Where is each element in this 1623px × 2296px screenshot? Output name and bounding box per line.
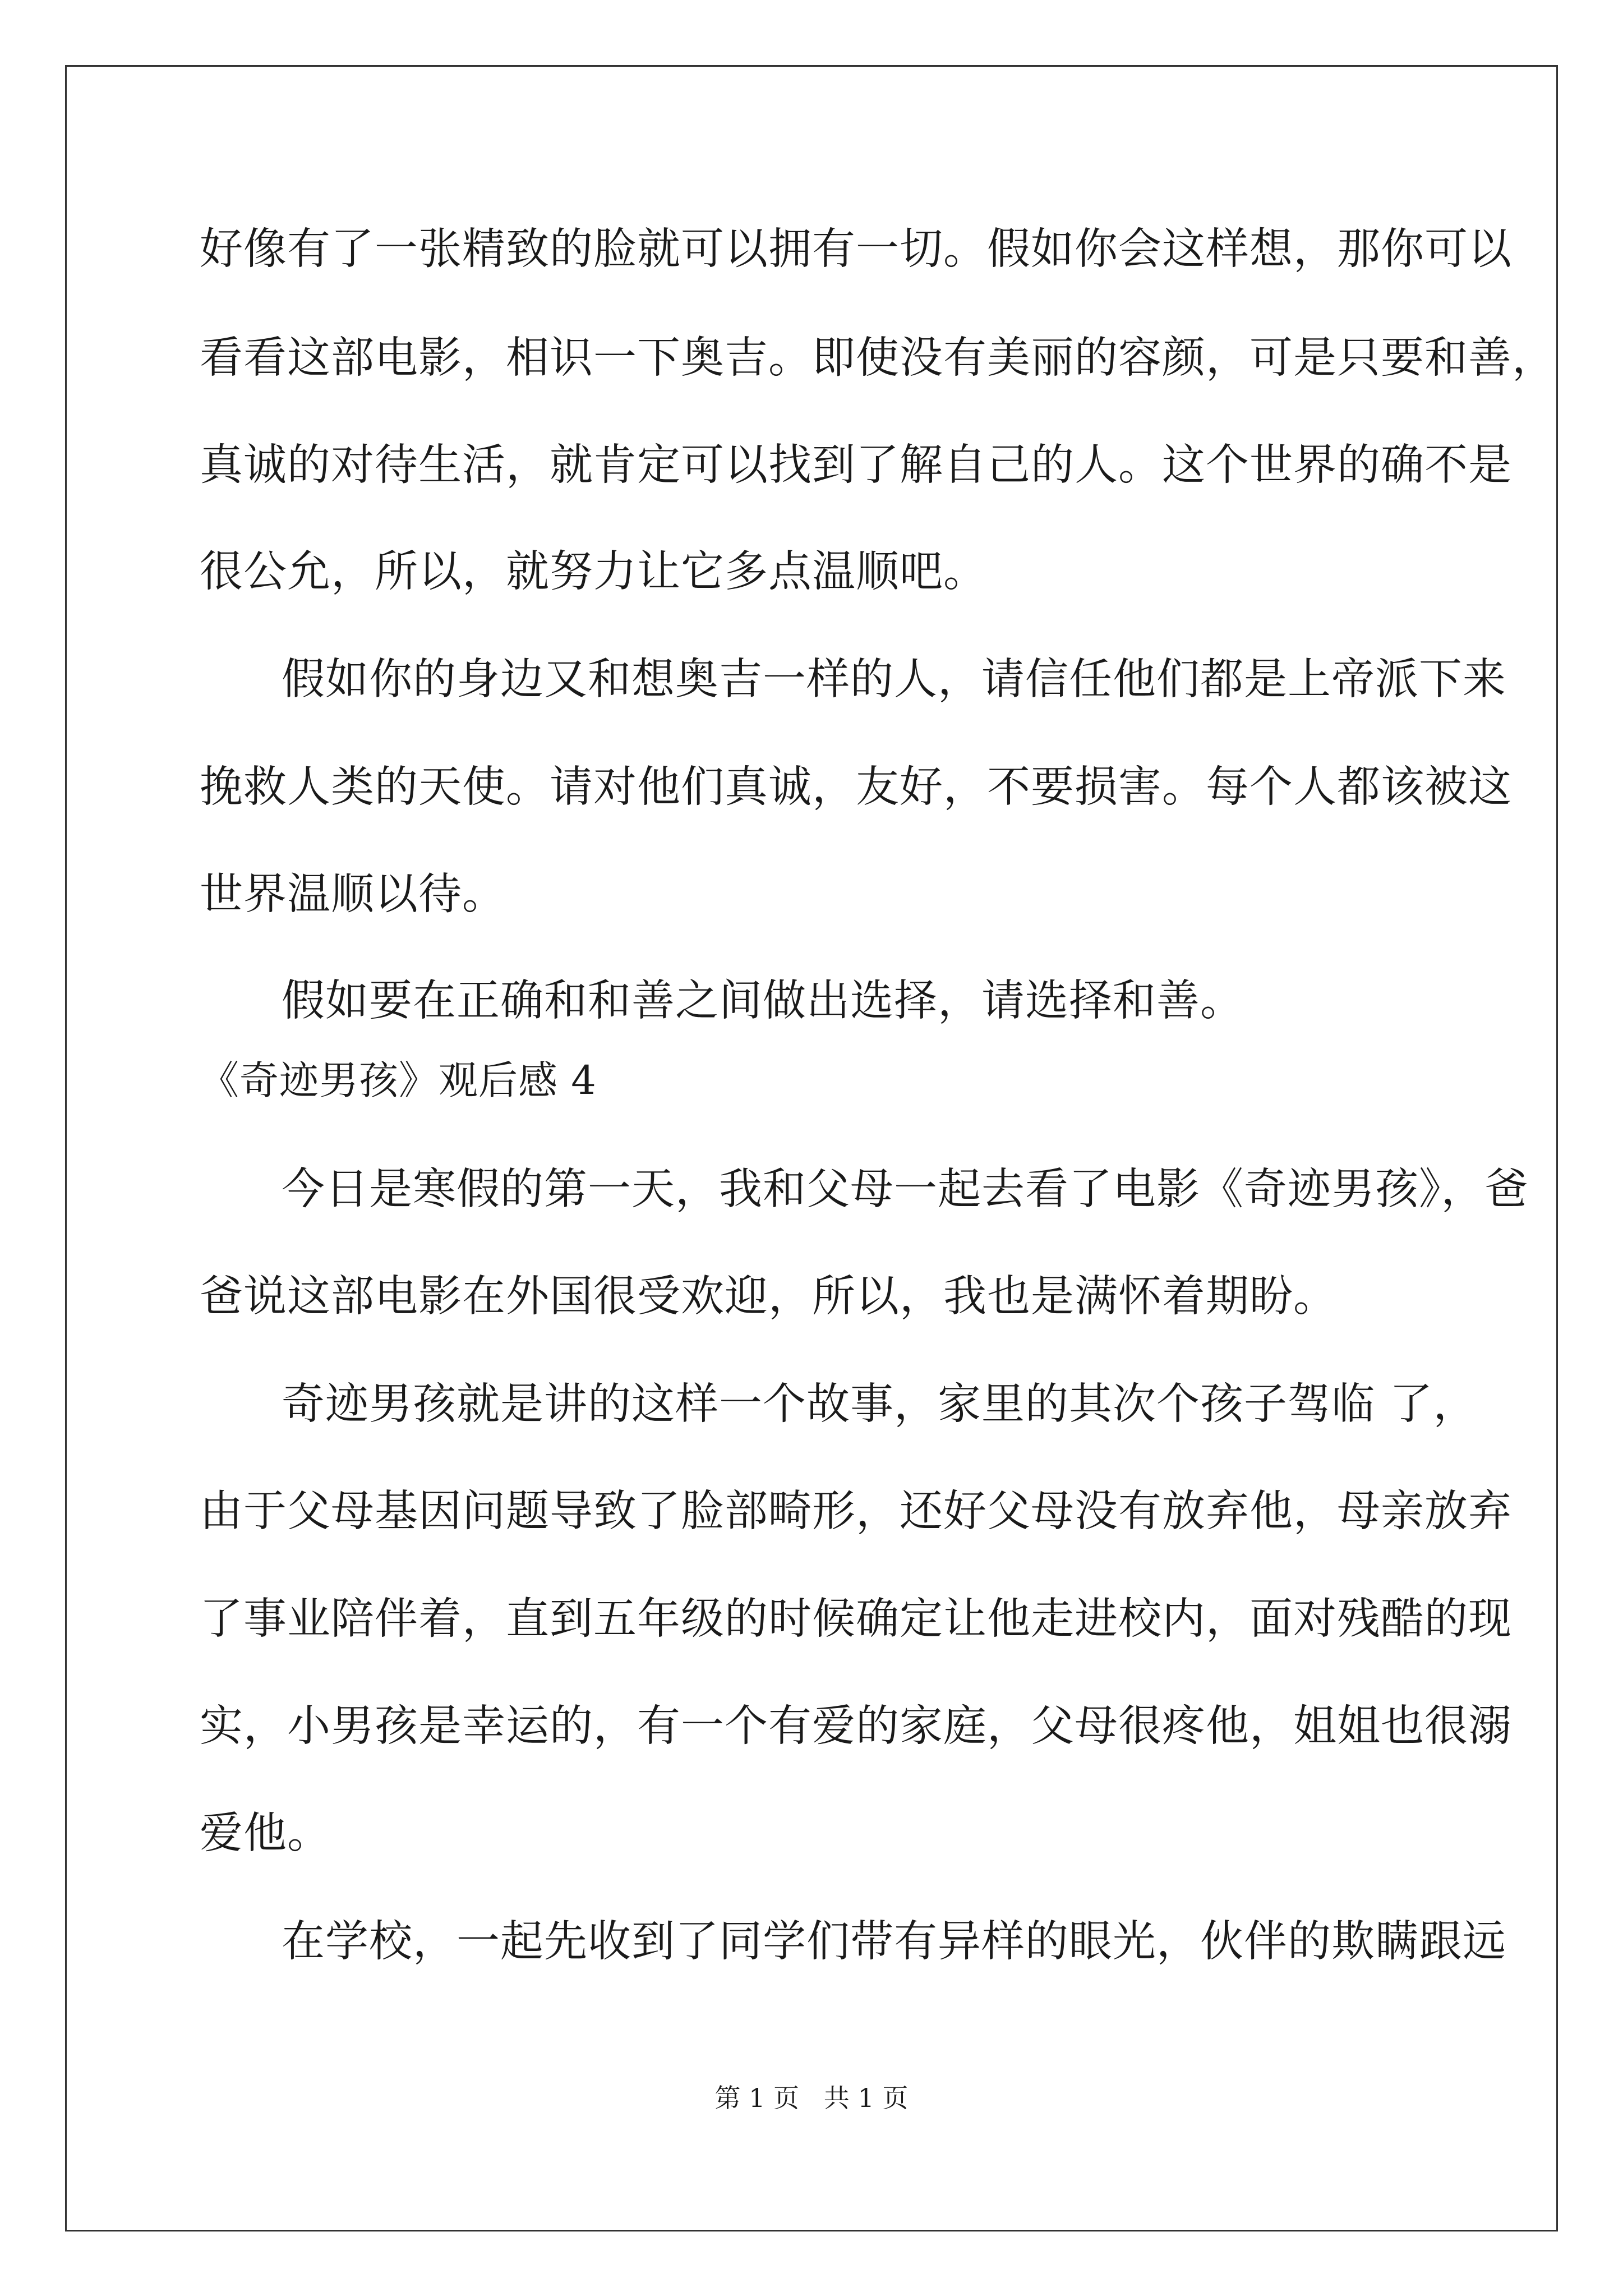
text-line: 假如你的身边又和想奥吉一样的人，请信任他们都是上帝派下来 xyxy=(282,655,1506,705)
text-line: 实，小男孩是幸运的，有一个有爱的家庭，父母很疼他，姐姐也很溺 xyxy=(200,1701,1512,1751)
text-line: 由于父母基因问题导致了脸部畸形，还好父母没有放弃他，母亲放弃 xyxy=(200,1487,1512,1536)
text-line: 很公允，所以，就努力让它多点温顺吧。 xyxy=(200,547,987,597)
text-line: 世界温顺以待。 xyxy=(200,869,506,919)
text-line: 挽救人类的天使。请对他们真诚，友好，不要损害。每个人都该被这 xyxy=(200,762,1512,812)
page-border xyxy=(65,65,1558,2231)
text-line: 爸说这部电影在外国很受欢迎，所以，我也是满怀着期盼。 xyxy=(200,1272,1337,1322)
text-line: 今日是寒假的第一天，我和父母一起去看了电影《奇迹男孩》，爸 xyxy=(282,1165,1529,1214)
section-heading: 《奇迹男孩》观后感 4 xyxy=(200,1057,597,1103)
text-line: 好像有了一张精致的脸就可以拥有一切。假如你会这样想，那你可以 xyxy=(200,224,1512,274)
text-line: 了事业陪伴着，直到五年级的时候确定让他走进校内，面对残酷的现 xyxy=(200,1594,1512,1644)
text-line: 看看这部电影，相识一下奥吉。即使没有美丽的容颜，可是只要和善， xyxy=(200,333,1556,383)
page-footer: 第 1 页 共 1 页 xyxy=(714,2083,909,2113)
text-line: 在学校，一起先收到了同学们带有异样的眼光，伙伴的欺瞒跟远 xyxy=(282,1917,1506,1967)
text-line: 爱他。 xyxy=(200,1809,331,1858)
text-line: 真诚的对待生活，就肯定可以找到了解自己的人。这个世界的确不是 xyxy=(200,440,1512,490)
text-line: 奇迹男孩就是讲的这样一个故事，家里的其次个孩子驾临 了， xyxy=(282,1379,1477,1429)
text-line: 假如要在正确和和善之间做出选择，请选择和善。 xyxy=(282,976,1244,1026)
